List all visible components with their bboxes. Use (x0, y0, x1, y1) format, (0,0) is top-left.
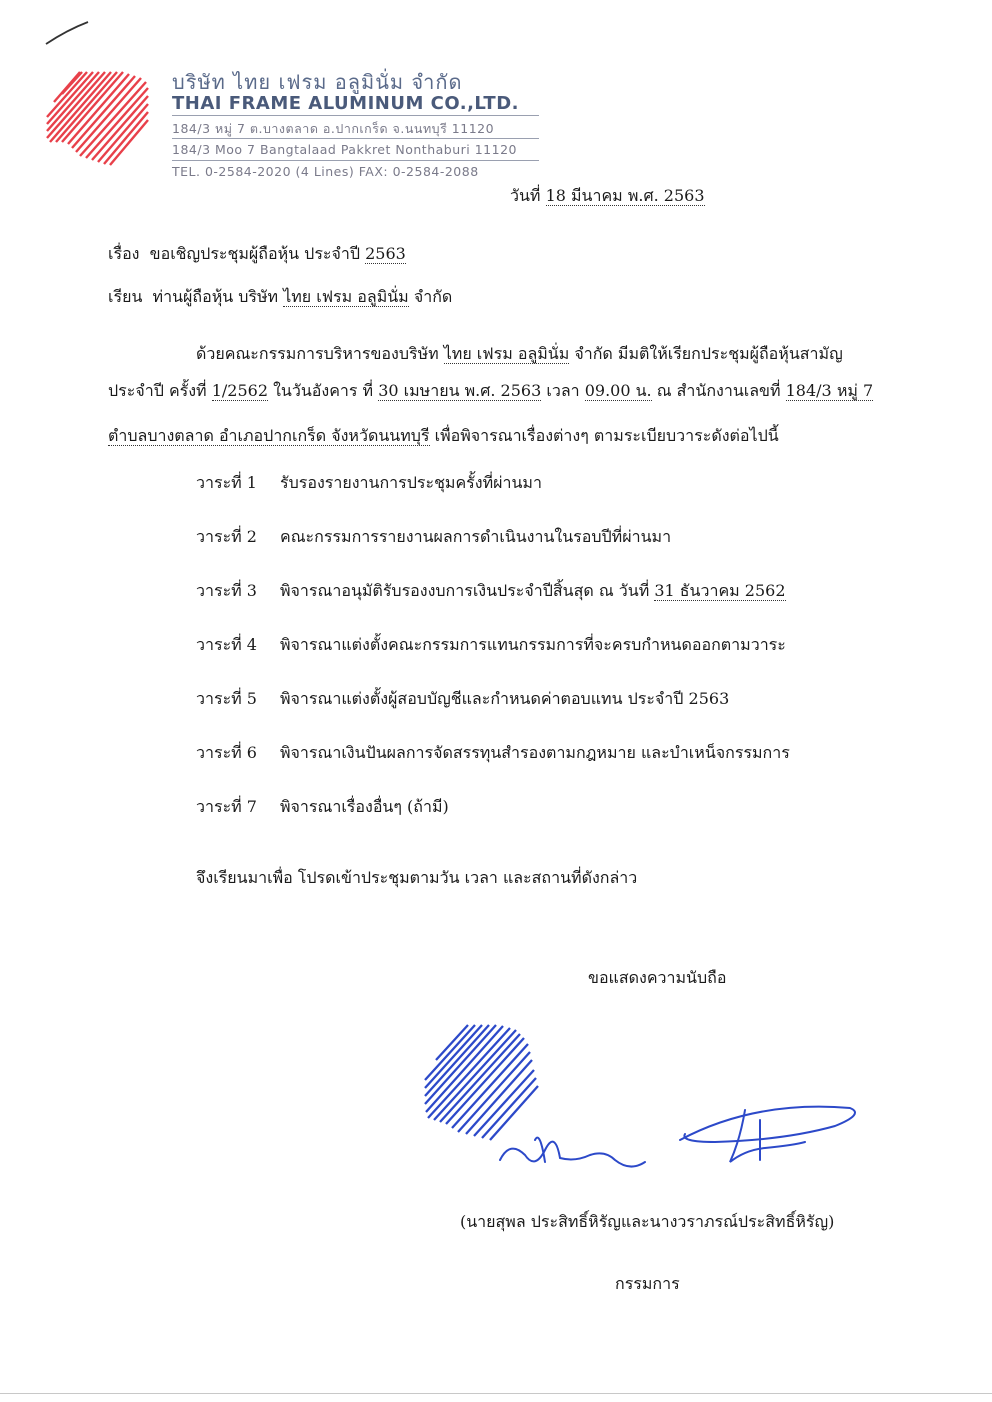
company-name-english: THAI FRAME ALUMINUM CO.,LTD. (172, 93, 519, 114)
letter-date (510, 184, 705, 209)
recipient-text: ท่านผู้ถือหุ้น บริษัท (152, 287, 279, 306)
agenda-text (280, 579, 786, 604)
signatory-name: (นายสุพล ประสิทธิ์หิรัญและนางวราภรณ์ประสิทธิ์หิรัญ) (460, 1212, 835, 1231)
agenda-text: รับรองรายงานการประชุมครั้งที่ผ่านมา (280, 473, 542, 492)
address-thai: 184/3 หมู่ 7 ต.บางตลาด อ.ปากเกร็ด จ.นนทบุรี 11120 (172, 121, 495, 136)
subject-text: ขอเชิญประชุมผู้ถือหุ้น ประจำปี (149, 244, 361, 263)
company-logo (42, 62, 152, 167)
agenda-text: พิจารณาเงินปันผลการจัดสรรทุนสำรองตามกฎหมาย และบำเหน็จกรรมการ (280, 743, 790, 762)
address-english: 184/3 Moo 7 Bangtalaad Pakkret Nonthaburi 11120 (172, 142, 517, 157)
agenda-text: คณะกรรมการรายงานผลการดำเนินงานในรอบปีที่ผ่านมา (280, 527, 672, 546)
agenda-text: พิจารณาเรื่องอื่นๆ (ถ้ามี) (280, 797, 449, 816)
pen-mark (42, 20, 92, 48)
body-line-2 (108, 379, 873, 404)
fiscal-year-end: 31 ธันวาคม 2562 (654, 581, 786, 600)
body-text: ประจำปี ครั้งที่ (108, 381, 207, 400)
meeting-address: 184/3 หมู่ 7 (785, 381, 874, 400)
recipient-label: เรียน (108, 287, 143, 306)
header-divider (172, 138, 539, 139)
subject-line (108, 242, 406, 267)
recipient-company: ไทย เฟรม อลูมินั่ม (283, 287, 409, 306)
recipient-line (108, 285, 452, 310)
agenda-number: วาระที่ 4 (196, 635, 257, 654)
body-line-1 (196, 342, 843, 367)
meeting-time: 09.00 น. (584, 381, 652, 400)
page-bottom-line (0, 1393, 992, 1394)
signatory-title: กรรมการ (615, 1274, 680, 1293)
regards: ขอแสดงความนับถือ (588, 968, 727, 987)
agenda-number: วาระที่ 6 (196, 743, 257, 762)
agenda-number: วาระที่ 1 (196, 473, 257, 492)
agenda-number: วาระที่ 2 (196, 527, 257, 546)
agenda-text: พิจารณาแต่งตั้งผู้สอบบัญชีและกำหนดค่าตอบแทน ประจำปี 2563 (280, 689, 730, 708)
header-divider (172, 115, 539, 116)
contact-line: TEL. 0-2584-2020 (4 Lines) FAX: 0-2584-2088 (172, 164, 479, 179)
body-text: จำกัด มีมติให้เรียกประชุมผู้ถือหุ้นสามัญ (574, 344, 843, 363)
meeting-session: 1/2562 (211, 381, 268, 400)
body-text: เพื่อพิจารณาเรื่องต่างๆ ตามระเบียบวาระดังต่อไปนี้ (434, 426, 779, 445)
meeting-date: 30 เมษายน พ.ศ. 2563 (378, 381, 542, 400)
subject-year: 2563 (365, 244, 406, 263)
date-value: 18 มีนาคม พ.ศ. 2563 (545, 186, 705, 205)
meeting-location: ตำบลบางตลาด อำเภอปากเกร็ด จังหวัดนนทบุรี (108, 426, 430, 445)
agenda-number: วาระที่ 7 (196, 797, 257, 816)
header-divider (172, 160, 539, 161)
agenda-number: วาระที่ 5 (196, 689, 257, 708)
signature (495, 1100, 865, 1190)
company-name-thai: บริษัท ไทย เฟรม อลูมินั่ม จำกัด (172, 70, 463, 94)
agenda-text: พิจารณาแต่งตั้งคณะกรรมการแทนกรรมการที่จะครบกำหนดออกตามวาระ (280, 635, 786, 654)
closing-line: จึงเรียนมาเพื่อ โปรดเข้าประชุมตามวัน เวลา และสถานที่ดังกล่าว (196, 868, 638, 887)
body-text: ด้วยคณะกรรมการบริหารของบริษัท (196, 344, 439, 363)
agenda-number: วาระที่ 3 (196, 581, 257, 600)
date-label: วันที่ (510, 186, 541, 205)
agenda-text-main: พิจารณาอนุมัติรับรองงบการเงินประจำปีสิ้นสุด ณ วันที่ (280, 581, 650, 600)
body-text: ในวันอังคาร ที่ (273, 381, 374, 400)
recipient-suffix: จำกัด (413, 287, 453, 306)
subject-label: เรื่อง (108, 244, 140, 263)
body-line-3 (108, 424, 779, 449)
body-company: ไทย เฟรม อลูมินั่ม (443, 344, 570, 363)
body-text: ณ สำนักงานเลขที่ (656, 381, 781, 400)
body-text: เวลา (546, 381, 580, 400)
